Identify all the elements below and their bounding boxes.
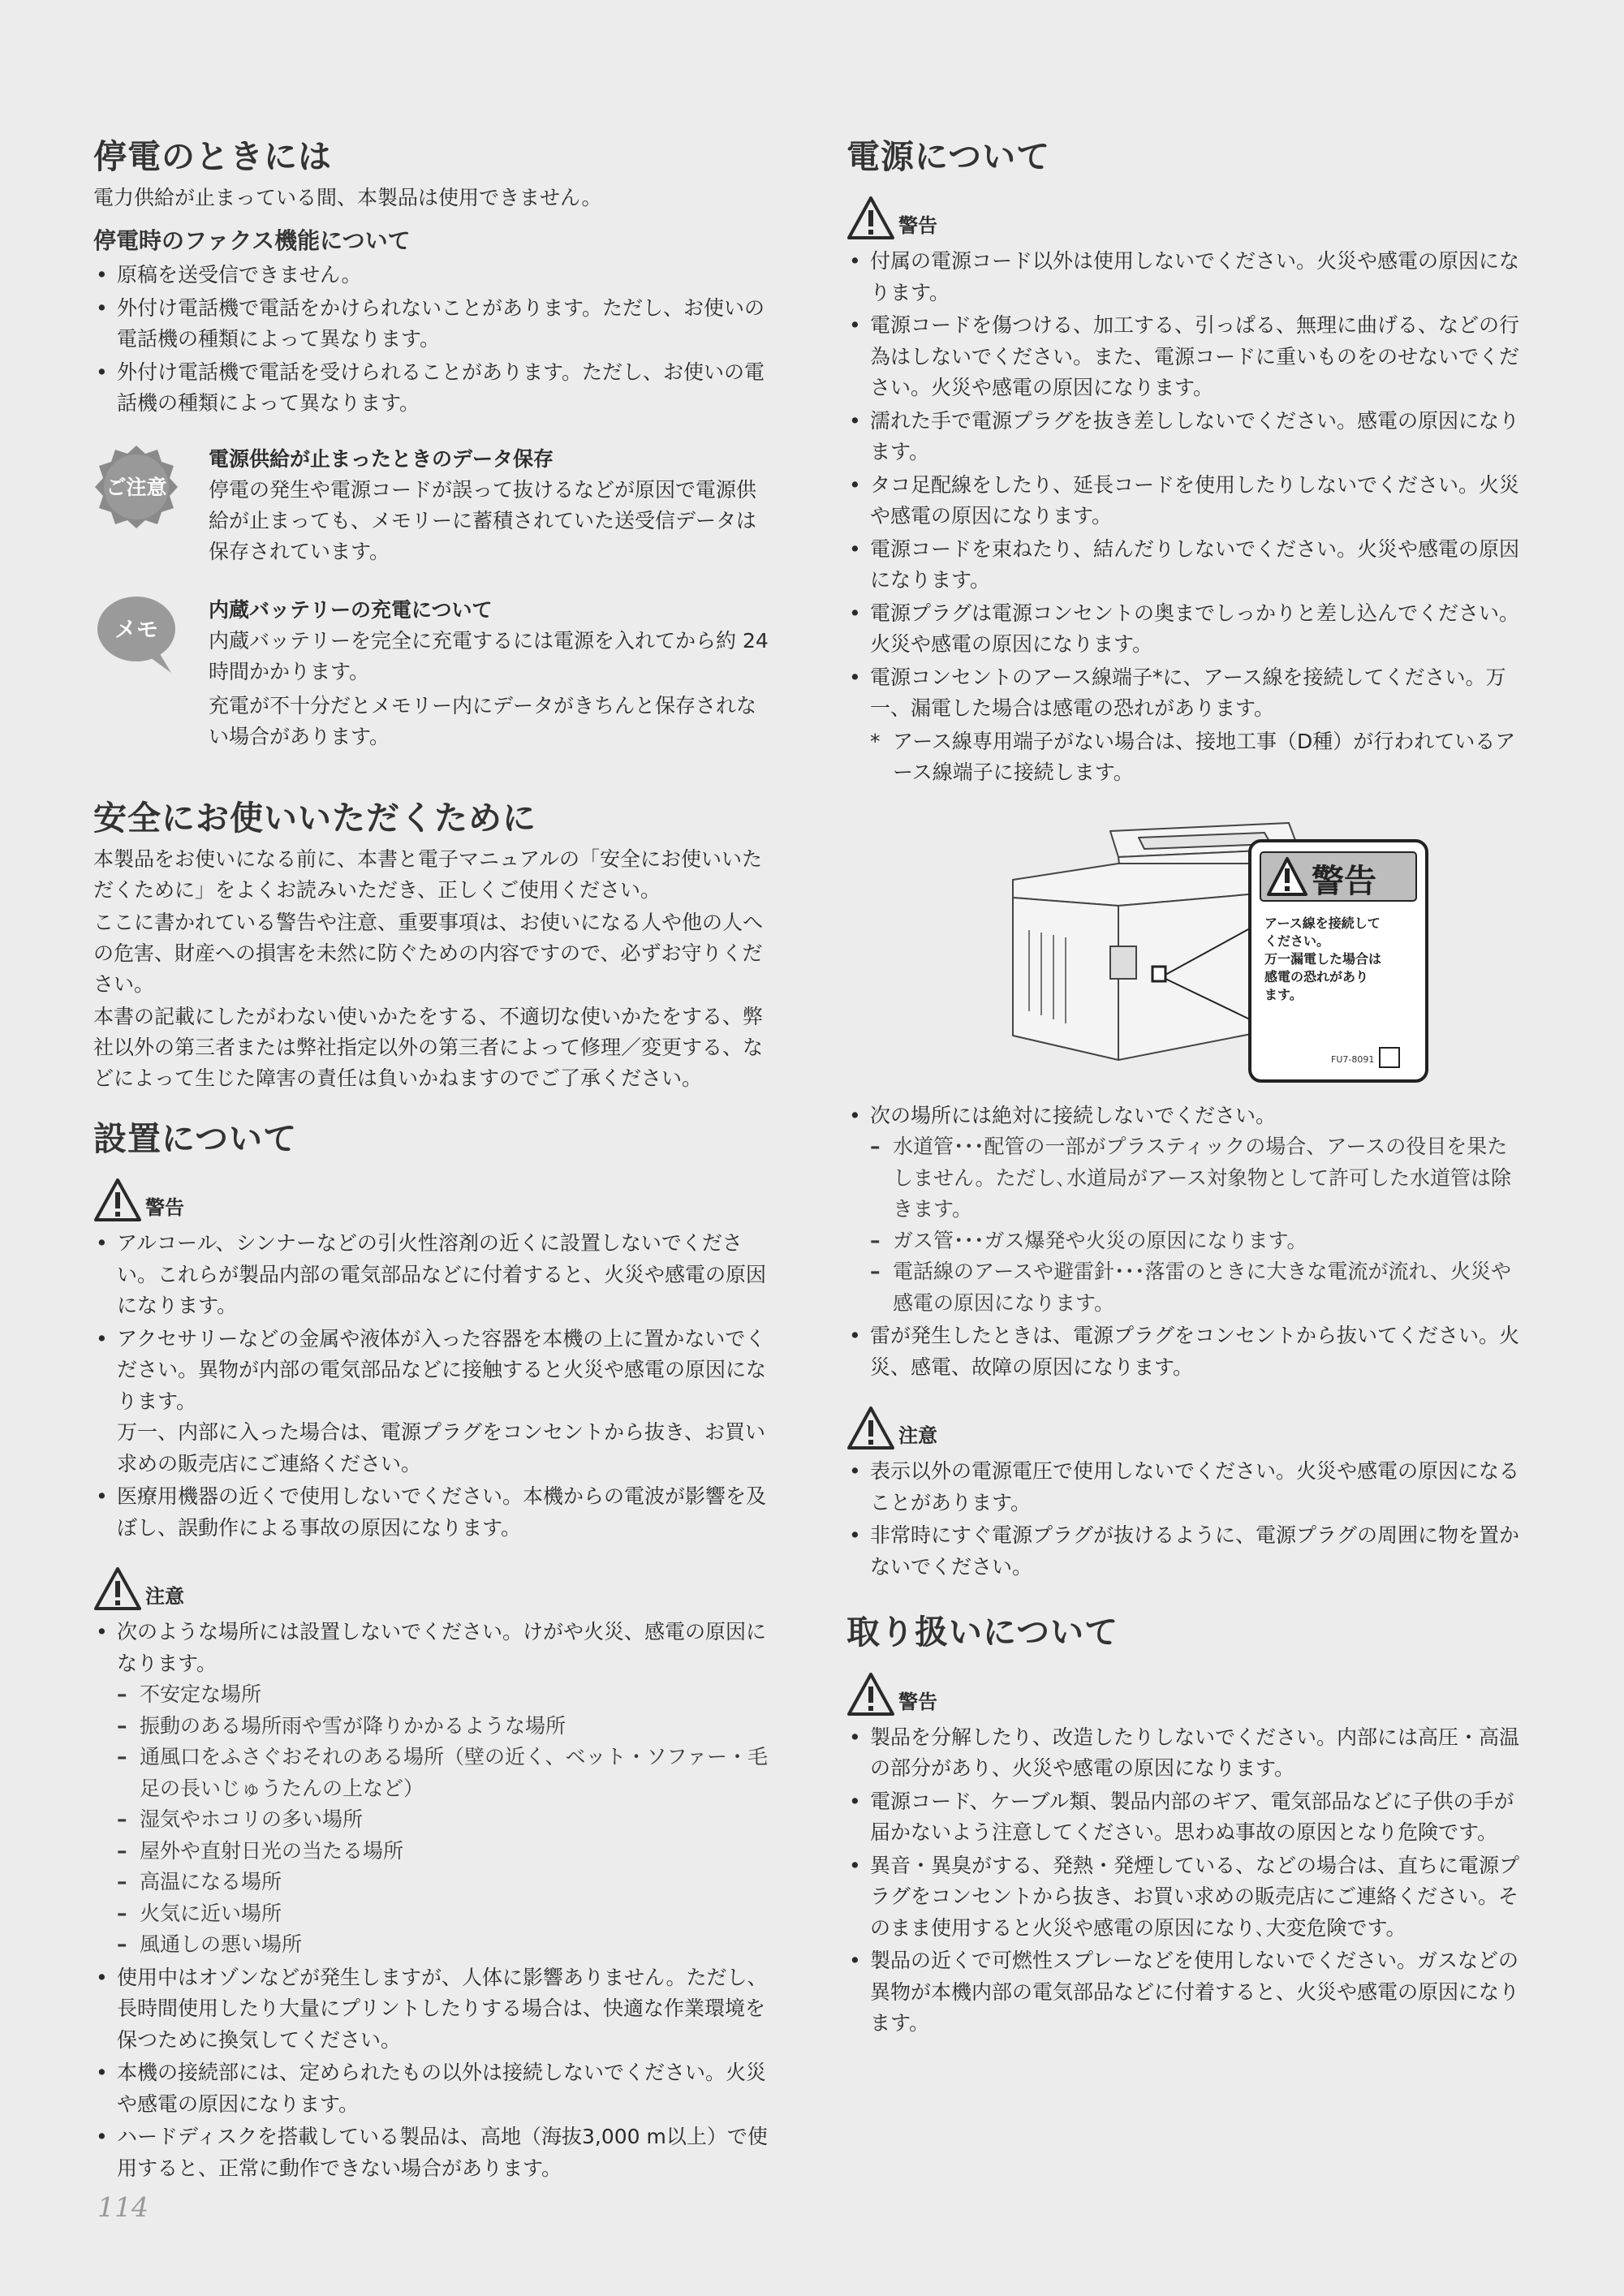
list-item: – 湿気やホコリの多い場所: [93, 1804, 771, 1836]
caution-note-body: 停電の発生や電源コードが誤って抜けるなどが原因で電源供給が止まっても、メモリーに蓄積されていた送受信データは保存されています。: [209, 477, 757, 563]
list-item: • 電源コンセントのアース線端子*に、アース線を接続してください。万一、漏電した場合は感電の恐れがあります。: [846, 662, 1524, 725]
label-line: ください。: [1264, 933, 1330, 949]
svg-text:メモ: メモ: [114, 617, 158, 643]
list-item: • 非常時にすぐ電源プラグが抜けるように、電源プラグの周囲に物を置かないでください。: [846, 1520, 1524, 1583]
left-column: [93, 136, 771, 2186]
no-connect-list: [846, 1101, 1524, 1384]
page-number: 114: [97, 2191, 149, 2223]
install-caution-head: [93, 1566, 771, 1612]
printer-earth-figure: [997, 816, 1435, 1084]
install-title: 設置について: [93, 1119, 298, 1159]
section-install: [93, 1118, 771, 2184]
list-item: – 高温になる場所: [93, 1867, 771, 1898]
label-line: 万一漏電した場合は: [1264, 950, 1382, 967]
section-outage: [93, 136, 771, 752]
label-line: ます。: [1264, 986, 1303, 1002]
fax-subtitle: 停電時のファクス機能について: [93, 227, 411, 255]
install-caution-label: 注意: [145, 1585, 184, 1609]
handling-title: 取り扱いについて: [846, 1613, 1119, 1652]
memo-note-body-2: 充電が不十分だとメモリー内にデータがきちんと保存されない場合があります。: [209, 693, 757, 748]
caution-triangle-icon: [846, 1406, 895, 1451]
warning-item-extra: 万一、内部に入った場合は、電源プラグをコンセントから抜き、お買い求めの販売店にご連絡ください。: [117, 1420, 766, 1475]
section-power: [846, 136, 1524, 1583]
power-warning-head: [846, 196, 1524, 241]
list-item: – 不安定な場所: [93, 1679, 771, 1711]
power-title: 電源について: [846, 137, 1051, 176]
list-item: • 外付け電話機で電話を受けられることがあります。ただし、お使いの電話機の種類によって異なります。: [93, 357, 771, 420]
list-item: • 次のような場所には設置しないでください。けがや火災、感電の原因になります。 – 不安定な場所 – 振動のある場所雨や雪が降りかかるような場所 – 通風口をふさぐおそれのある場所（壁の近く、ベット・ソファー・毛足の長いじゅうたんの上など） – 湿気やホコリの多い場所 – 屋外や直射日光の当たる場所 – 高温になる場所 – 火気に近い場所 – 風通しの悪い場所: [93, 1617, 771, 1961]
list-item: – 通風口をふさぐおそれのある場所（壁の近く、ベット・ソファー・毛足の長いじゅうたんの上など）: [93, 1742, 771, 1804]
label-code: FU7-8091: [1331, 1053, 1375, 1065]
list-item: • 製品の近くで可燃性スプレーなどを使用しないでください。ガスなどの異物が本機内部の電気部品などに付着すると、火災や感電の原因になります。: [846, 1945, 1524, 2040]
power-caution-list: [846, 1456, 1524, 1583]
list-item: – 風通しの悪い場所: [93, 1929, 771, 1961]
list-item: • アクセサリーなどの金属や液体が入った容器を本機の上に置かないでください。異物が内部の電気部品などに接触すると火災や感電の原因になります。 万一、内部に入った場合は、電源プラグをコンセントから抜き、お買い求めの販売店にご連絡ください。: [93, 1324, 771, 1480]
list-item: • 製品を分解したり、改造したりしないでください。内部には高圧・高温の部分があり、火災や感電の原因になります。: [846, 1722, 1524, 1785]
memo-note-title: 内蔵バッテリーの充電について: [209, 597, 493, 622]
list-item: • 異音・異臭がする、発熱・発煙している、などの場合は、直ちに電源プラグをコンセントから抜き、お買い求めの販売店にご連絡ください。そのまま使用すると火災や感電の原因になり､大変危険です。: [846, 1850, 1524, 1945]
label-line: 感電の恐れがあり: [1264, 968, 1369, 984]
places-list: [93, 1679, 771, 1961]
outage-title: 停電のときには: [93, 137, 332, 176]
list-item: – 水道管･･･配管の一部がプラスティックの場合、アースの役目を果たしません。ただし､水道局がアース対象物として許可した水道管は除きます。: [846, 1131, 1524, 1226]
label-line: アース線を接続して: [1264, 915, 1381, 931]
list-item: – ガス管･･･ガス爆発や火災の原因になります。: [846, 1226, 1524, 1257]
caution-badge-icon: [93, 444, 181, 567]
list-item: • 電源コードを傷つける、加工する、引っぱる、無理に曲げる、などの行為はしないでください。また、電源コードに重いものをのせないでください。火災や感電の原因になります。: [846, 310, 1524, 404]
list-item: • 次の場所には絶対に接続しないでください。 – 水道管･･･配管の一部がプラスティックの場合、アースの役目を果たしません。ただし､水道局がアース対象物として許可した水道管は除きます。 – ガス管･･･ガス爆発や火災の原因になります。 – 電話線のアースや避雷針･･･落雷のときに大きな電流が流れ、火災や感電の原因になります。: [846, 1101, 1524, 1320]
safety-paragraph-1: 本製品をお使いになる前に、本書と電子マニュアルの「安全にお使いいただくために」をよくお読みいただき、正しくご使用ください。: [93, 847, 763, 902]
label-title: 警告: [1312, 862, 1376, 900]
install-warning-head: [93, 1178, 771, 1223]
fax-list: [93, 260, 771, 420]
list-item: • 濡れた手で電源プラグを抜き差ししないでください。感電の原因になります。: [846, 406, 1524, 468]
install-warning-list: [93, 1228, 771, 1544]
warning-triangle-icon: [93, 1178, 142, 1223]
safety-paragraph-3: 本書の記載にしたがわない使いかたをする、不適切な使いかたをする、弊社以外の第三者または弊社指定以外の第三者によって修理／変更する、などによって生じた障害の責任は負いかねますのでご了承ください。: [93, 1005, 764, 1091]
warning-triangle-icon: [846, 196, 895, 241]
caution-note-title: 電源供給が止まったときのデータ保存: [209, 446, 554, 471]
power-caution-label: 注意: [898, 1424, 937, 1448]
handling-warning-list: [846, 1722, 1524, 2040]
warning-triangle-icon: [846, 1672, 895, 1717]
list-item: • 電源コードを束ねたり、結んだりしないでください。火災や感電の原因になります。: [846, 534, 1524, 597]
safety-paragraph-2: ここに書かれている警告や注意、重要事項は、お使いになる人や他の人への危害、財産への損害を未然に防ぐための内容ですので、必ずお守りください。: [93, 911, 764, 997]
list-item: • アルコール、シンナーなどの引火性溶剤の近くに設置しないでください。これらが製品内部の電気部品などに付着すると、火災や感電の原因になります。: [93, 1228, 771, 1322]
install-caution-list: [93, 1617, 771, 2184]
list-item: • 本機の接続部には、定められたもの以外は接続しないでください。火災や感電の原因になります。: [93, 2057, 771, 2120]
caution-note: [93, 444, 771, 567]
printer-illustration: [997, 816, 1435, 1084]
no-connect-places: [846, 1131, 1524, 1319]
list-item: • タコ足配線をしたり、延長コードを使用したりしないでください。火災や感電の原因になります。: [846, 470, 1524, 532]
memo-bubble-icon: [93, 595, 181, 752]
right-column: [846, 136, 1524, 2041]
list-item: – 電話線のアースや避雷針･･･落雷のときに大きな電流が流れ、火災や感電の原因になります。: [846, 1256, 1524, 1319]
memo-note-body-1: 内蔵バッテリーを完全に充電するには電源を入れてから約 24 時間かかります。: [209, 628, 769, 683]
list-item: • 原稿を送受信できません。: [93, 260, 771, 291]
install-warning-label: 警告: [145, 1196, 184, 1220]
list-item: – 振動のある場所雨や雪が降りかかるような場所: [93, 1711, 771, 1742]
outage-intro: 電力供給が止まっている間、本製品は使用できません。: [93, 186, 602, 210]
list-item: – 火気に近い場所: [93, 1898, 771, 1930]
list-item: • 電源コード、ケーブル類、製品内部のギア、電気部品などに子供の手が届かないよう注意してください。思わぬ事故の原因となり危険です。: [846, 1786, 1524, 1849]
list-item: – 屋外や直射日光の当たる場所: [93, 1836, 771, 1867]
power-warning-list: [846, 246, 1524, 725]
svg-text:ご注意: ご注意: [106, 475, 167, 499]
asterisk-note: * アース線専用端子がない場合は、接地工事（D種）が行われているアース線端子に接続します。: [870, 729, 1516, 785]
power-warning-label: 警告: [898, 214, 937, 238]
list-item: • 医療用機器の近くで使用しないでください。本機からの電波が影響を及ぼし、誤動作による事故の原因になります。: [93, 1481, 771, 1544]
list-item: • 雷が発生したときは、電源プラグをコンセントから抜いてください。火災、感電、故障の原因になります。: [846, 1320, 1524, 1383]
list-item: • 使用中はオゾンなどが発生しますが、人体に影響ありません。ただし、長時間使用したり大量にプリントしたりする場合は、快適な作業環境を保つために換気してください。: [93, 1962, 771, 2057]
list-item: • 電源プラグは電源コンセントの奥までしっかりと差し込んでください。火災や感電の原因になります。: [846, 598, 1524, 661]
list-item: • 外付け電話機で電話をかけられないことがあります。ただし、お使いの電話機の種類によって異なります。: [93, 293, 771, 355]
power-caution-head: [846, 1406, 1524, 1451]
handling-warning-head: [846, 1672, 1524, 1717]
caution-triangle-icon: [93, 1566, 142, 1612]
section-safety: [93, 798, 771, 1094]
section-handling: [846, 1612, 1524, 2039]
safety-title: 安全にお使いいただくために: [93, 798, 536, 838]
list-item: • ハードディスクを搭載している製品は、高地（海抜3,000 m以上）で使用すると、正常に動作できない場合があります。: [93, 2122, 771, 2184]
list-item: • 表示以外の電源電圧で使用しないでください。火災や感電の原因になることがあります。: [846, 1456, 1524, 1518]
handling-warning-label: 警告: [898, 1690, 937, 1713]
memo-note: [93, 595, 771, 752]
list-item: • 付属の電源コード以外は使用しないでください。火災や感電の原因になります。: [846, 246, 1524, 308]
